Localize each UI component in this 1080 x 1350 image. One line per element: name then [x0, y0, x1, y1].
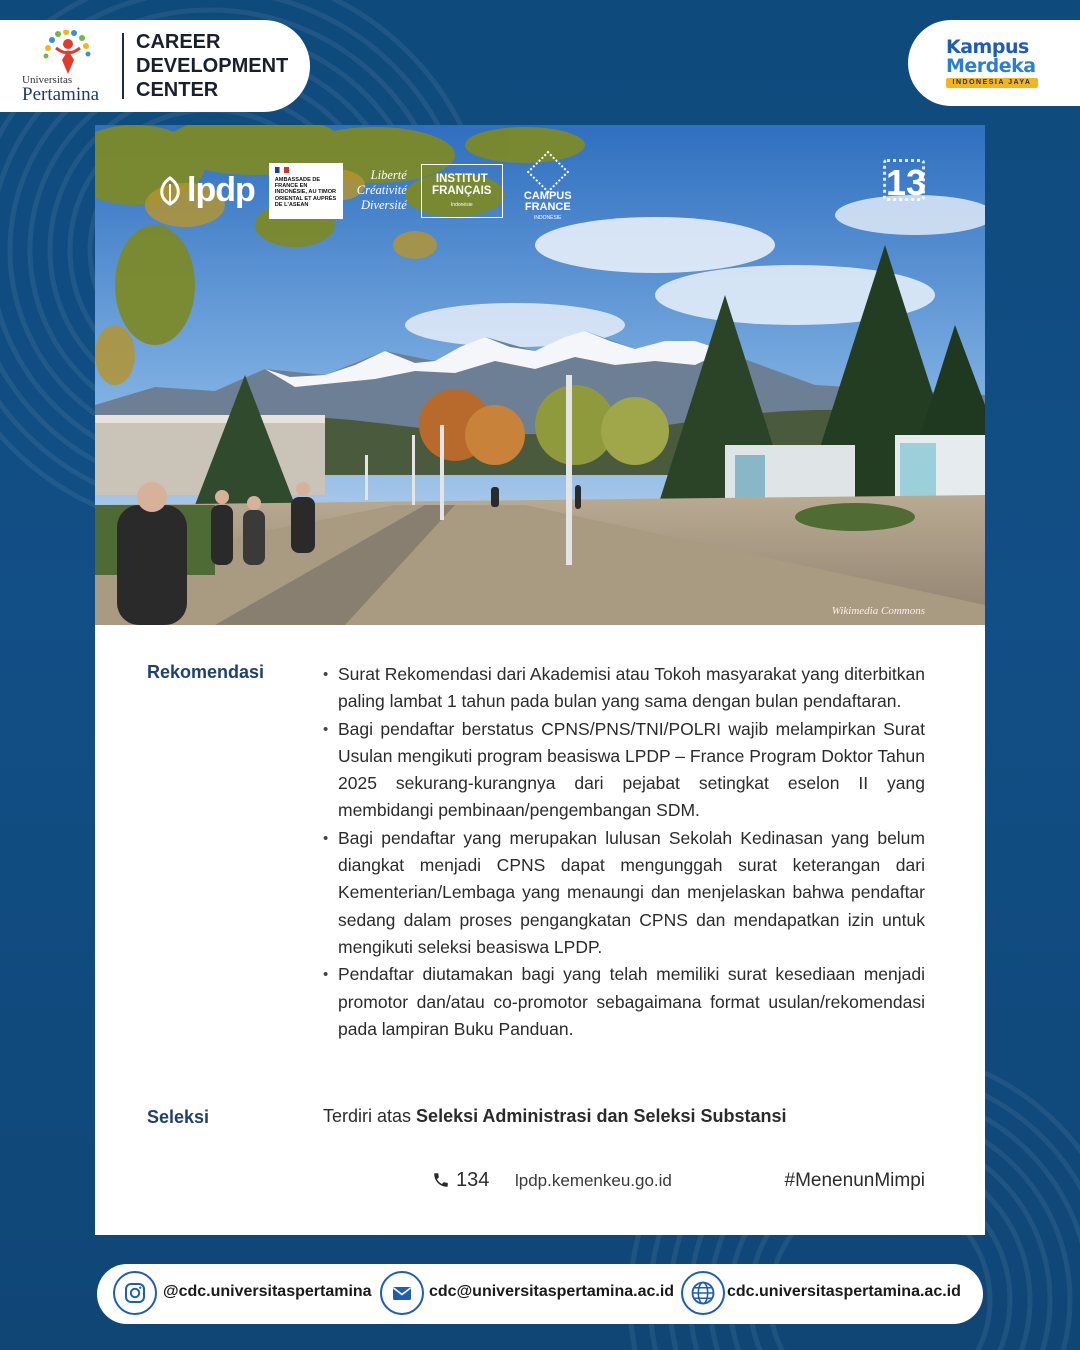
- list-item: • Bagi pendaftar yang merupakan lulusan Sekolah Kedinasan yang belum diangkat menjadi CPNS dapat mengunggah surat keterangan dari Kementerian/Lembaga yang menaungi dan menjelaskan bahwa pendaftar sedang dalam proses pengangkatan CPNS dan mendapatkan izin untuk mengikuti seleksi beasiswa LPDP.: [323, 825, 925, 961]
- lpdp-logo-text: lpdp: [187, 171, 255, 209]
- globe-glyph-icon: [689, 1279, 717, 1307]
- campus-france-diamond-icon: [527, 151, 569, 193]
- merdeka-label: Merdeka: [946, 55, 1036, 77]
- phone-number[interactable]: 134: [456, 1169, 490, 1191]
- page-number-badge: 13: [883, 159, 925, 201]
- pertamina-emblem-icon: [40, 30, 96, 76]
- lpdp-leaf-icon: [155, 176, 185, 206]
- campus-france-line-2: FRANCE: [524, 201, 571, 213]
- email-address[interactable]: cdc@universitaspertamina.ac.id: [429, 1283, 675, 1300]
- instagram-handle[interactable]: @cdc.universitaspertamina: [163, 1283, 372, 1300]
- motto-diversite: Diversité: [360, 198, 407, 212]
- universitas-pertamina-logo: [20, 26, 120, 106]
- footer-contacts: [97, 1264, 983, 1324]
- pertamina-label: Pertamina: [22, 84, 100, 105]
- content-card: [95, 125, 985, 1235]
- envelope-icon: [390, 1281, 414, 1305]
- cdc-line-3: CENTER: [136, 79, 219, 101]
- kampus-merdeka-logo: [908, 20, 1080, 106]
- globe-icon[interactable]: [681, 1271, 725, 1315]
- instagram-glyph-icon: [123, 1281, 147, 1305]
- phone-icon: [432, 1171, 450, 1189]
- contact-row: [432, 1167, 925, 1195]
- list-item: • Pendaftar diutamakan bagi yang telah memiliki surat kesediaan menjadi promotor dan/atau co-promotor sebagaimana format usulan/rekomendasi pada lampiran Buku Panduan.: [323, 961, 925, 1043]
- seleksi-prefix: Terdiri atas: [323, 1106, 417, 1126]
- motto-liberte: Liberté: [370, 168, 407, 182]
- photo-credit: Wikimedia Commons: [831, 605, 925, 617]
- universitas-label: Universitas: [22, 74, 73, 86]
- lpdp-logo: [155, 171, 255, 210]
- cdc-title: [136, 30, 288, 102]
- website-address[interactable]: cdc.universitaspertamina.ac.id: [727, 1283, 961, 1300]
- campus-france-line-1: CAMPUS: [523, 190, 572, 202]
- indonesia-jaya-label: INDONESIA JAYA: [946, 78, 1038, 88]
- rekomendasi-heading: Rekomendasi: [147, 662, 265, 682]
- institut-line-1: INSTITUT: [435, 172, 488, 185]
- campus-photo: [95, 125, 985, 625]
- seleksi-emphasis: Seleksi Administrasi dan Seleksi Substansi: [416, 1106, 787, 1126]
- list-item: • Bagi pendaftar berstatus CPNS/PNS/TNI/POLRI wajib melampirkan Surat Usulan mengikuti program beasiswa LPDP – France Program Doktor Tahun 2025 sekurang-kurangnya dari pejabat setingkat eselon II yang membidangi pembinaan/pengembangan SDM.: [323, 716, 925, 825]
- campus-france-logo: [517, 157, 579, 224]
- ambassade-de-france-logo: AMBASSADE DE FRANCE EN INDONÉSIE, AU TIMOR ORIENTAL ET AUPRÈS DE L'ASEAN: [269, 163, 343, 219]
- cdc-logo-pill: [0, 20, 310, 112]
- campus-france-sub: INDONÉSIE: [534, 215, 562, 221]
- institut-francais-logo: [421, 164, 503, 218]
- institut-sub: Indonésie: [450, 201, 473, 208]
- list-item: • Surat Rekomendasi dari Akademisi atau Tokoh masyarakat yang diterbitkan paling lambat 1 tahun pada bulan yang sama dengan bulan pendaftaran.: [323, 661, 925, 716]
- partner-logos: [155, 157, 579, 224]
- institut-line-2: FRANÇAIS: [432, 184, 492, 197]
- motto-creativite: Créativité: [356, 183, 407, 197]
- instagram-icon[interactable]: [113, 1271, 157, 1315]
- kampus-label: Kampus: [946, 36, 1029, 58]
- cdc-line-2: DEVELOPMENT: [136, 55, 289, 77]
- pill-divider: [122, 33, 124, 99]
- email-icon[interactable]: [380, 1271, 424, 1315]
- lpdp-website-link[interactable]: lpdp.kemenkeu.go.id: [515, 1171, 672, 1190]
- republic-motto: [357, 168, 407, 213]
- hashtag: #MenenunMimpi: [784, 1170, 925, 1191]
- seleksi-heading: Seleksi: [147, 1107, 210, 1127]
- seleksi-description: [323, 1106, 787, 1127]
- cdc-line-1: CAREER: [136, 31, 221, 53]
- rekomendasi-list: [323, 661, 925, 1043]
